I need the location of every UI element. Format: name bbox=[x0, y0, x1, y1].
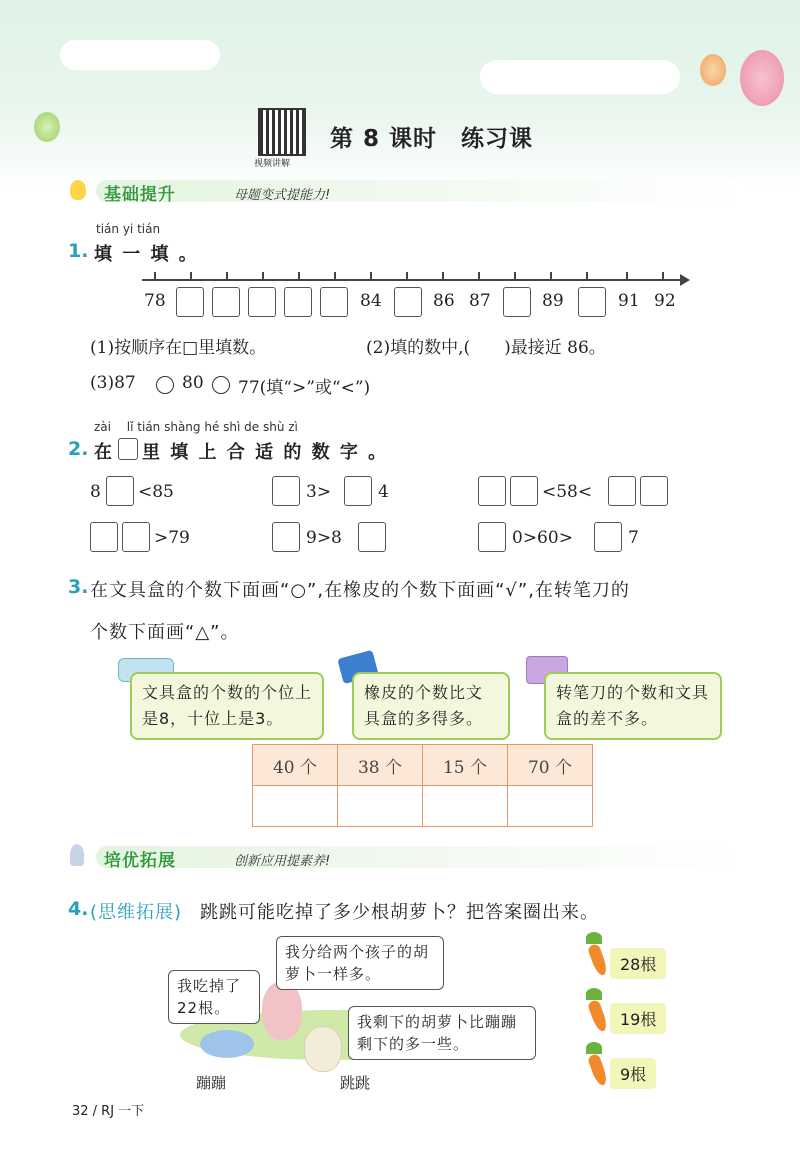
header-background bbox=[0, 0, 800, 190]
tick bbox=[514, 272, 516, 280]
q3-line2: 个数下面画“△”。 bbox=[90, 622, 240, 643]
numline-label: 92 bbox=[654, 291, 676, 311]
q2-pinyin: zài lǐ tián shàng hé shì de shù zì bbox=[94, 420, 298, 434]
q2-number: 2. bbox=[68, 438, 89, 460]
tick bbox=[262, 272, 264, 280]
carrot-leaf bbox=[586, 988, 602, 1000]
compare-circle[interactable] bbox=[156, 376, 174, 394]
tick bbox=[442, 272, 444, 280]
q1-sub3-part2: 80 bbox=[182, 373, 204, 393]
table-answer-cell[interactable] bbox=[423, 786, 508, 827]
cloud-decoration bbox=[480, 60, 680, 94]
answer-box[interactable] bbox=[272, 522, 300, 552]
q1-sub3-part3: 77(填“>”或“<”) bbox=[238, 378, 371, 398]
tick bbox=[406, 272, 408, 280]
q2-text: >79 bbox=[154, 528, 190, 548]
table-answer-cell[interactable] bbox=[338, 786, 423, 827]
q4-number: 4. bbox=[68, 898, 89, 920]
answer-box[interactable] bbox=[394, 287, 422, 317]
answer-box[interactable] bbox=[284, 287, 312, 317]
q2-text: 0>60> bbox=[512, 528, 573, 548]
answer-table bbox=[252, 744, 593, 827]
q2-text: 3> bbox=[306, 482, 332, 502]
option-28[interactable]: 28根 bbox=[610, 948, 666, 979]
table-header-cell: 38 个 bbox=[338, 745, 423, 786]
q2-text: 8 bbox=[90, 482, 101, 502]
rabbit-name-left: 蹦蹦 bbox=[196, 1074, 227, 1092]
answer-box[interactable] bbox=[106, 476, 134, 506]
answer-box[interactable] bbox=[344, 476, 372, 506]
hint-pencil-case: 文具盒的个数的个位上是8，十位上是3。 bbox=[130, 672, 324, 740]
rabbit-tiaotiao-icon bbox=[304, 1026, 342, 1072]
tick bbox=[190, 272, 192, 280]
q1-sub2: (2)填的数中,( )最接近 86。 bbox=[366, 338, 606, 358]
option-9[interactable]: 9根 bbox=[610, 1058, 656, 1089]
option-19[interactable]: 19根 bbox=[610, 1003, 666, 1034]
number-line-arrow bbox=[680, 274, 690, 286]
q2-text: <85 bbox=[138, 482, 174, 502]
numline-label: 84 bbox=[360, 291, 382, 311]
answer-box[interactable] bbox=[248, 287, 276, 317]
balloon-icon bbox=[740, 50, 784, 106]
q1-pinyin: tián yi tián bbox=[96, 222, 161, 236]
tick bbox=[370, 272, 372, 280]
section-subtitle: 创新应用提素养! bbox=[234, 854, 331, 869]
tick bbox=[334, 272, 336, 280]
carrot-leaf bbox=[586, 1042, 602, 1054]
q2-text: 9>8 bbox=[306, 528, 342, 548]
tick bbox=[298, 272, 300, 280]
speech-bubble-top: 我分给两个孩子的胡萝卜一样多。 bbox=[276, 936, 444, 990]
q3-number: 3. bbox=[68, 576, 89, 598]
section-bar bbox=[96, 846, 746, 868]
speech-bubble-right: 我剩下的胡萝卜比蹦蹦剩下的多一些。 bbox=[348, 1006, 536, 1060]
answer-box[interactable] bbox=[608, 476, 636, 506]
page-number: 32 / RJ 一下 bbox=[72, 1104, 145, 1119]
answer-box[interactable] bbox=[320, 287, 348, 317]
rocket-icon bbox=[70, 844, 84, 866]
balloon-icon bbox=[700, 54, 726, 86]
q2-text-part2: 里 填 上 合 适 的 数 字 。 bbox=[142, 442, 389, 463]
section-bar bbox=[96, 180, 746, 202]
answer-box[interactable] bbox=[640, 476, 668, 506]
answer-box[interactable] bbox=[503, 287, 531, 317]
number-line bbox=[142, 279, 682, 281]
answer-box[interactable] bbox=[176, 287, 204, 317]
q4-tag: (思维拓展) bbox=[90, 902, 183, 923]
q1-sub1: (1)按顺序在□里填数。 bbox=[90, 338, 267, 358]
tick bbox=[626, 272, 628, 280]
numline-label: 89 bbox=[542, 291, 564, 311]
tick bbox=[226, 272, 228, 280]
numline-label: 87 bbox=[469, 291, 491, 311]
table-header-cell: 40 个 bbox=[253, 745, 338, 786]
rabbit-mother-icon bbox=[262, 982, 302, 1040]
answer-box[interactable] bbox=[122, 522, 150, 552]
section-title: 培优拓展 bbox=[104, 851, 176, 871]
section-subtitle: 母题变式提能力! bbox=[234, 188, 331, 203]
carrot-icon bbox=[587, 999, 609, 1033]
numline-label: 78 bbox=[144, 291, 166, 311]
q2-text: 4 bbox=[378, 482, 389, 502]
q2-text-part1: 在 bbox=[94, 442, 114, 463]
tick bbox=[154, 272, 156, 280]
qr-label: 视频讲解 bbox=[254, 159, 291, 169]
carrot-leaf bbox=[586, 932, 602, 944]
numline-label: 91 bbox=[618, 291, 640, 311]
balloon-icon bbox=[34, 112, 60, 142]
q4-text: 跳跳可能吃掉了多少根胡萝卜？把答案圈出来。 bbox=[200, 902, 599, 923]
answer-box[interactable] bbox=[212, 287, 240, 317]
page-title: 第 8 课时 练习课 bbox=[330, 126, 534, 152]
lightbulb-icon bbox=[70, 180, 86, 200]
answer-box[interactable] bbox=[478, 476, 506, 506]
speech-bubble-left: 我吃掉了22根。 bbox=[168, 970, 260, 1024]
section-title: 基础提升 bbox=[104, 185, 176, 205]
q2-text: 7 bbox=[628, 528, 639, 548]
q2-text: <58< bbox=[542, 482, 593, 502]
table-answer-cell[interactable] bbox=[253, 786, 338, 827]
q1-sub3-part1: (3)87 bbox=[90, 373, 136, 393]
table-answer-cell[interactable] bbox=[508, 786, 593, 827]
answer-box[interactable] bbox=[90, 522, 118, 552]
carrot-icon bbox=[587, 943, 609, 977]
q3-line1: 在文具盒的个数下面画“○”,在橡皮的个数下面画“√”,在转笔刀的 bbox=[90, 580, 630, 601]
rabbit-bengbeng-icon bbox=[200, 1030, 254, 1058]
numline-label: 86 bbox=[433, 291, 455, 311]
tick bbox=[586, 272, 588, 280]
tick bbox=[550, 272, 552, 280]
answer-box-icon bbox=[118, 438, 138, 460]
q1-text: 填 一 填 。 bbox=[94, 244, 199, 265]
table-header-cell: 70 个 bbox=[508, 745, 593, 786]
qr-code-icon[interactable] bbox=[258, 108, 306, 156]
table-header-cell: 15 个 bbox=[423, 745, 508, 786]
answer-box[interactable] bbox=[478, 522, 506, 552]
answer-box[interactable] bbox=[358, 522, 386, 552]
cloud-decoration bbox=[60, 40, 220, 70]
q1-number: 1. bbox=[68, 240, 89, 262]
hint-sharpener: 转笔刀的个数和文具盒的差不多。 bbox=[544, 672, 722, 740]
tick bbox=[478, 272, 480, 280]
hint-eraser: 橡皮的个数比文具盒的多得多。 bbox=[352, 672, 510, 740]
answer-box[interactable] bbox=[510, 476, 538, 506]
carrot-icon bbox=[587, 1053, 609, 1087]
tick bbox=[662, 272, 664, 280]
rabbit-name-right: 跳跳 bbox=[340, 1074, 371, 1092]
compare-circle[interactable] bbox=[212, 376, 230, 394]
answer-box[interactable] bbox=[594, 522, 622, 552]
answer-box[interactable] bbox=[578, 287, 606, 317]
answer-box[interactable] bbox=[272, 476, 300, 506]
